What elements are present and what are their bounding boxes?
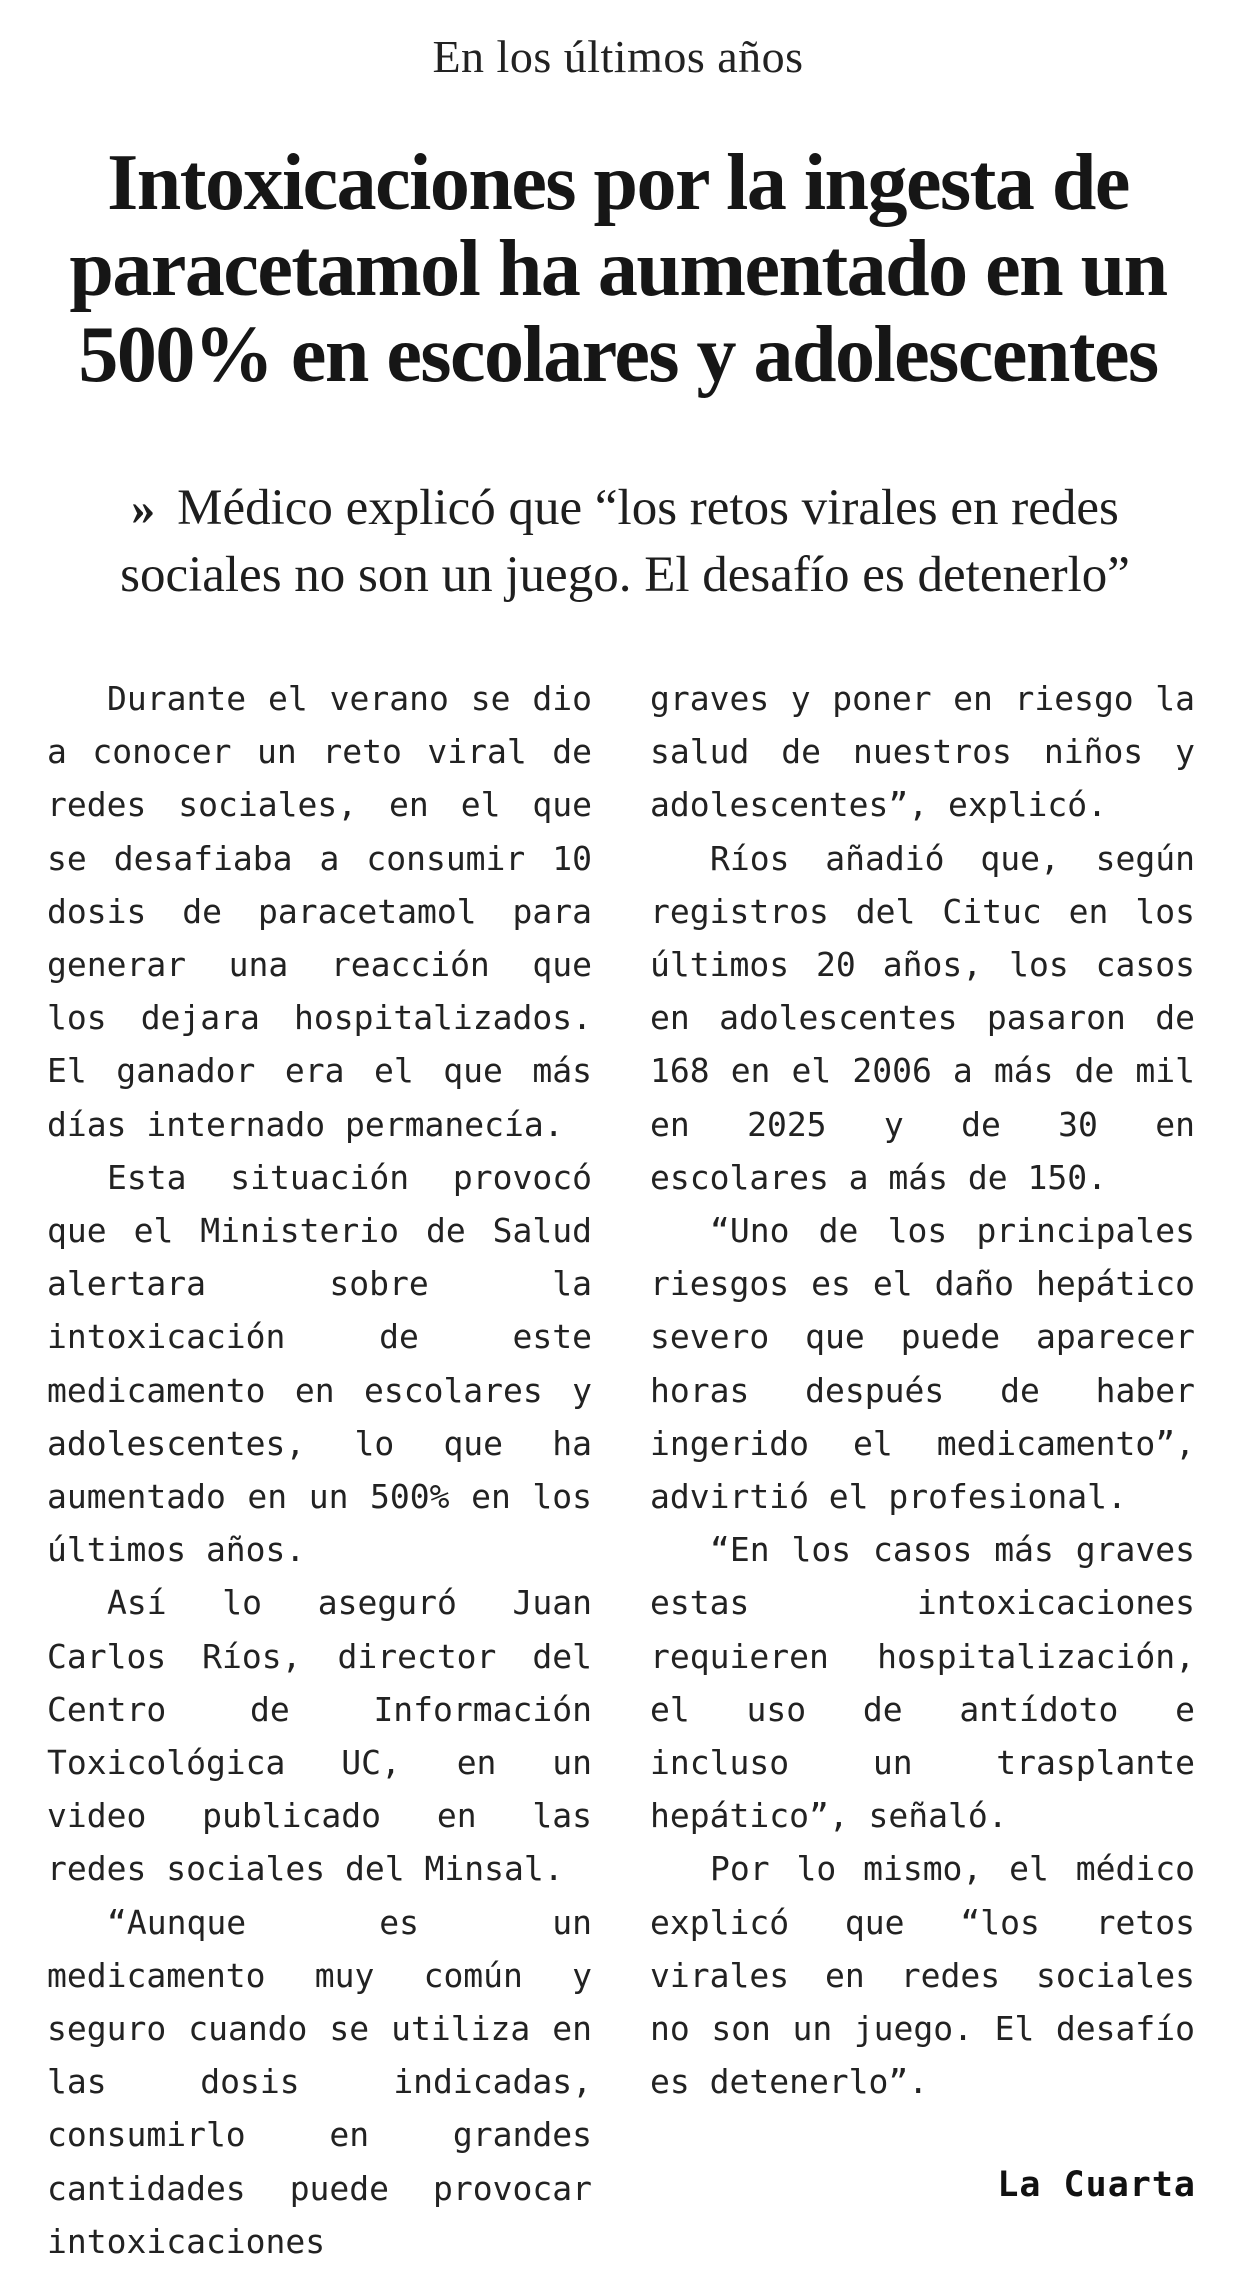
body-column-left bbox=[47, 672, 592, 2268]
body-paragraph: Durante el verano se dio a conocer un reto viral de redes sociales, en el que se desafiaba a consumir 10 dosis de paracetamol para generar una reacción que los dejara hospitalizados. El ganador era el que más días internado permanecía. bbox=[47, 679, 592, 1144]
subhead-text: Médico explicó que “los retos virales en redes sociales no son un juego. El desafío es detenerlo” bbox=[120, 480, 1130, 603]
body-paragraph: Ríos añadió que, según registros del Cituc en los últimos 20 años, los casos en adolescentes pasaron de 168 en el 2006 a más de mil en 2025 y de 30 en escolares a más de 150. bbox=[650, 838, 1195, 1197]
source-credit: La Cuarta bbox=[997, 2165, 1196, 2205]
body-paragraph: “En los casos más graves estas intoxicaciones requieren hospitalización, el uso de antídoto e incluso un trasplante hepático”, señaló. bbox=[650, 1530, 1195, 1836]
body-paragraph: “Aunque es un medicamento muy común y seguro cuando se utiliza en las dosis indicadas, consumirlo en grandes cantidades puede provocar intoxicaciones bbox=[47, 1902, 592, 2261]
body-column-right bbox=[650, 672, 1195, 2108]
body-paragraph: Esta situación provocó que el Ministerio de Salud alertara sobre la intoxicación de este medicamento en escolares y adolescentes, lo que ha aumentado en un 500% en los últimos años. bbox=[47, 1157, 592, 1570]
body-paragraph: Así lo aseguró Juan Carlos Ríos, director del Centro de Información Toxicológica UC, en un video publicado en las redes sociales del Minsal. bbox=[47, 1583, 592, 1889]
article-subhead bbox=[50, 475, 1200, 608]
article-kicker: En los últimos años bbox=[432, 31, 804, 82]
body-paragraph: “Uno de los principales riesgos es el daño hepático severo que puede aparecer horas después de haber ingerido el medicamento”, advirtió el profesional. bbox=[650, 1211, 1195, 1517]
article-headline: Intoxicaciones por la ingesta de paracetamol ha aumentado en un 500% en escolares y adolescentes bbox=[69, 139, 1167, 399]
body-paragraph: Por lo mismo, el médico explicó que “los retos virales en redes sociales no son un juego. El desafío es detenerlo”. bbox=[650, 1849, 1195, 2102]
double-chevron-right-icon: » bbox=[131, 482, 156, 535]
body-paragraph-continued: graves y poner en riesgo la salud de nuestros niños y adolescentes”, explicó. bbox=[650, 679, 1195, 825]
